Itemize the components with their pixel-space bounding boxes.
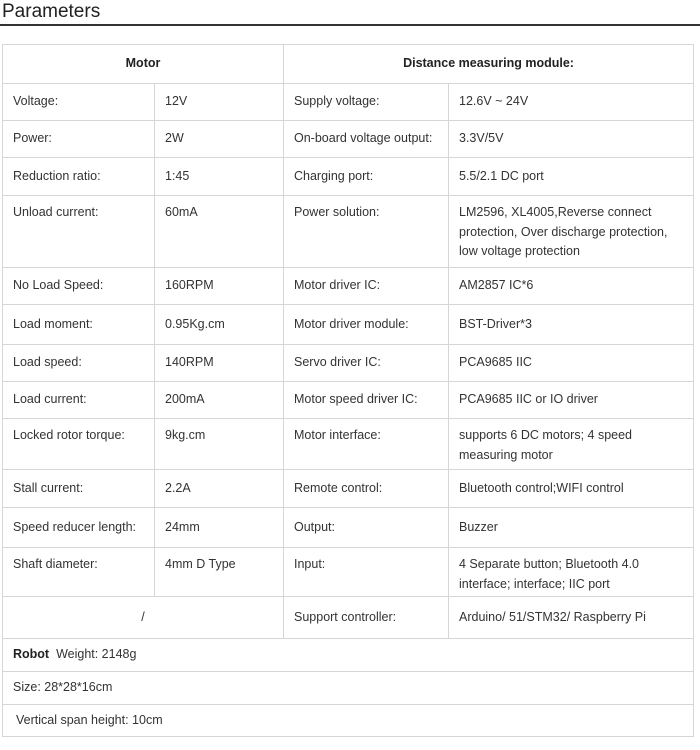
module-param-value: 12.6V ~ 24V bbox=[449, 84, 694, 121]
empty-motor-cell: / bbox=[3, 597, 284, 639]
header-row bbox=[3, 45, 694, 84]
module-param-value: AM2857 IC*6 bbox=[449, 268, 694, 305]
motor-param-value: 2.2A bbox=[155, 470, 284, 508]
motor-param-value: 24mm bbox=[155, 508, 284, 548]
module-param-label: Input: bbox=[284, 548, 449, 597]
motor-param-label: Load current: bbox=[3, 382, 155, 419]
page-heading bbox=[0, 0, 700, 26]
module-param-label: Supply voltage: bbox=[284, 84, 449, 121]
motor-param-value: 200mA bbox=[155, 382, 284, 419]
motor-param-label: Unload current: bbox=[3, 196, 155, 268]
robot-size: Size: 28*28*16cm bbox=[3, 672, 694, 705]
module-param-label: Motor speed driver IC: bbox=[284, 382, 449, 419]
motor-param-label: No Load Speed: bbox=[3, 268, 155, 305]
motor-param-label: Stall current: bbox=[3, 470, 155, 508]
motor-param-value: 140RPM bbox=[155, 345, 284, 382]
robot-weight: Weight: 2148g bbox=[56, 647, 137, 662]
motor-param-value: 9kg.cm bbox=[155, 419, 284, 470]
motor-param-value: 0.95Kg.cm bbox=[155, 305, 284, 345]
module-param-label: Output: bbox=[284, 508, 449, 548]
robot-weight-row bbox=[3, 639, 694, 672]
module-param-label: Servo driver IC: bbox=[284, 345, 449, 382]
motor-param-value: 4mm D Type bbox=[155, 548, 284, 597]
motor-param-label: Load moment: bbox=[3, 305, 155, 345]
motor-param-label: Power: bbox=[3, 121, 155, 158]
table-row bbox=[3, 382, 694, 419]
module-param-value: 3.3V/5V bbox=[449, 121, 694, 158]
module-param-value: 5.5/2.1 DC port bbox=[449, 158, 694, 196]
module-param-value: Buzzer bbox=[449, 508, 694, 548]
parameters-table bbox=[2, 44, 694, 737]
module-param-value: LM2596, XL4005,Reverse connect protection, Over discharge protection, low voltage protection bbox=[449, 196, 694, 268]
motor-param-value: 60mA bbox=[155, 196, 284, 268]
module-param-label: Motor interface: bbox=[284, 419, 449, 470]
module-param-value: supports 6 DC motors; 4 speed measuring motor bbox=[449, 419, 694, 470]
table-row bbox=[3, 196, 694, 268]
page-title: Parameters bbox=[2, 1, 101, 22]
motor-param-label: Shaft diameter: bbox=[3, 548, 155, 597]
module-param-label: On-board voltage output: bbox=[284, 121, 449, 158]
motor-param-label: Load speed: bbox=[3, 345, 155, 382]
module-param-label: Charging port: bbox=[284, 158, 449, 196]
robot-span-height: Vertical span height: 10cm bbox=[3, 705, 694, 737]
motor-param-label: Locked rotor torque: bbox=[3, 419, 155, 470]
table-row bbox=[3, 419, 694, 470]
motor-param-value: 2W bbox=[155, 121, 284, 158]
table-row bbox=[3, 158, 694, 196]
module-header: Distance measuring module: bbox=[284, 45, 694, 84]
motor-param-label: Speed reducer length: bbox=[3, 508, 155, 548]
module-param-value: Bluetooth control;WIFI control bbox=[449, 470, 694, 508]
motor-header: Motor bbox=[3, 45, 284, 84]
module-param-label: Motor driver IC: bbox=[284, 268, 449, 305]
table-row bbox=[3, 470, 694, 508]
table-row bbox=[3, 548, 694, 597]
motor-param-value: 160RPM bbox=[155, 268, 284, 305]
module-param-label: Power solution: bbox=[284, 196, 449, 268]
table-row bbox=[3, 305, 694, 345]
robot-size-row bbox=[3, 672, 694, 705]
module-param-value: PCA9685 IIC or IO driver bbox=[449, 382, 694, 419]
module-param-value: 4 Separate button; Bluetooth 4.0 interface; interface; IIC port bbox=[449, 548, 694, 597]
robot-weight-cell bbox=[3, 639, 694, 672]
table-row bbox=[3, 121, 694, 158]
table-row bbox=[3, 597, 694, 639]
motor-param-label: Voltage: bbox=[3, 84, 155, 121]
motor-param-value: 12V bbox=[155, 84, 284, 121]
module-param-label: Motor driver module: bbox=[284, 305, 449, 345]
table-row bbox=[3, 84, 694, 121]
module-param-value: Arduino/ 51/STM32/ Raspberry Pi bbox=[449, 597, 694, 639]
table-row bbox=[3, 508, 694, 548]
motor-param-label: Reduction ratio: bbox=[3, 158, 155, 196]
table-row bbox=[3, 345, 694, 382]
module-param-value: PCA9685 IIC bbox=[449, 345, 694, 382]
module-param-label: Support controller: bbox=[284, 597, 449, 639]
module-param-label: Remote control: bbox=[284, 470, 449, 508]
module-param-value: BST-Driver*3 bbox=[449, 305, 694, 345]
robot-label: Robot bbox=[13, 647, 50, 662]
robot-span-row bbox=[3, 705, 694, 737]
motor-param-value: 1:45 bbox=[155, 158, 284, 196]
table-row bbox=[3, 268, 694, 305]
